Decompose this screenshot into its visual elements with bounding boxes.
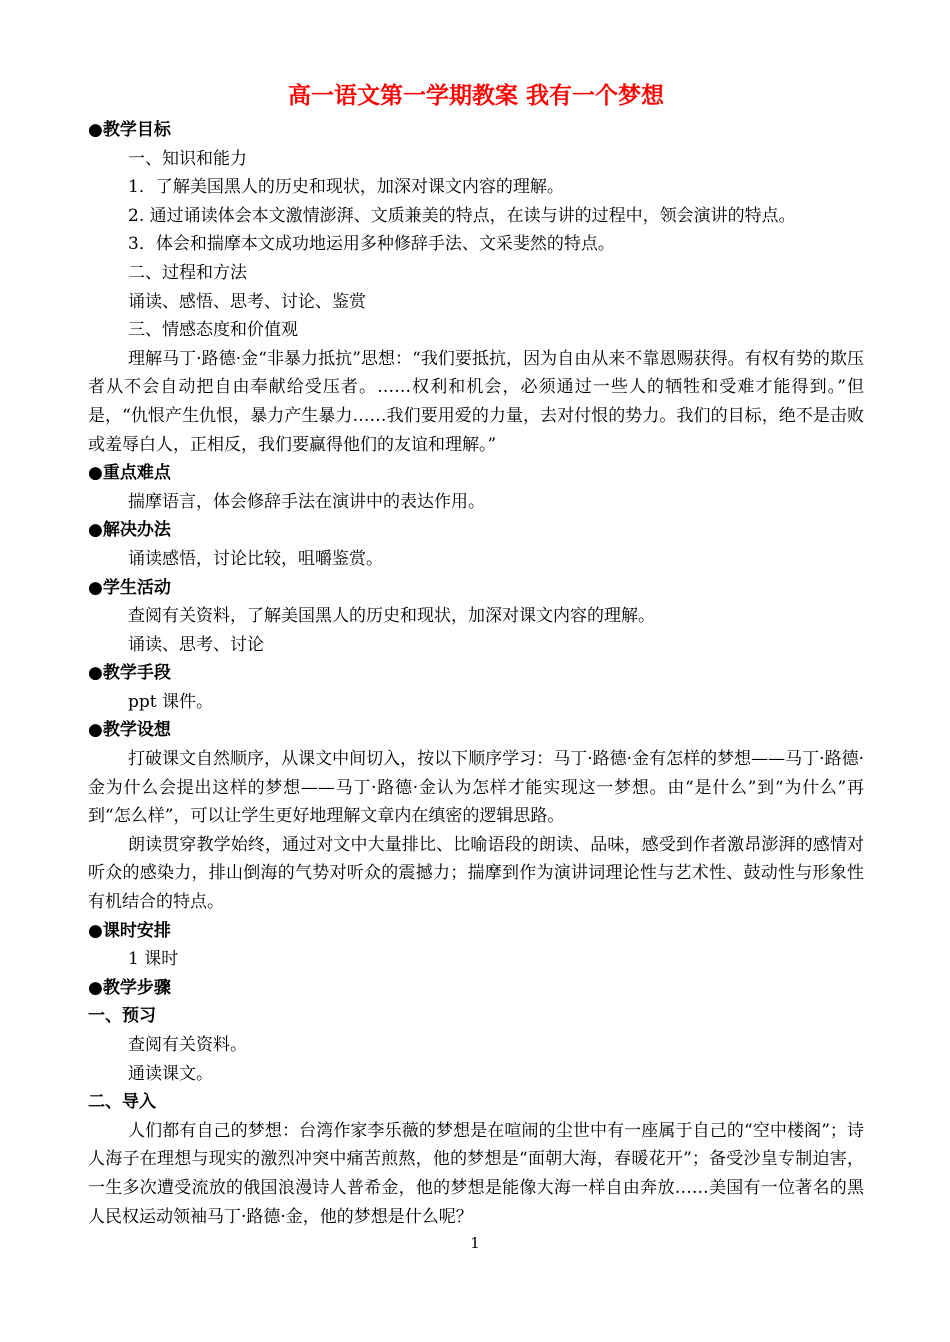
intro-paragraph: 人们都有自己的梦想：台湾作家李乐薇的梦想是在喧闹的尘世中有一座属于自己的“空中楼阁”；诗人海子在理想与现实的激烈冲突中痛苦煎熬，他的梦想是“面朝大海，春暖花开”；备受沙皇专制迫害，一生多次遭受流放的俄国浪漫诗人普希金，他的梦想是能像大海一样自由奔放……美国有一位著名的黑人民权运动领袖马丁·路德·金，他的梦想是什么呢？: [88, 1120, 864, 1227]
section-heading-goals: ●教学目标: [88, 120, 171, 140]
section-heading-design: ●教学设想: [88, 720, 171, 741]
document-body: [88, 82, 864, 1231]
subheading-values: 三、情感态度和价值观: [128, 320, 298, 341]
preview-line-1: 查阅有关资料。: [128, 1035, 247, 1055]
section-heading-key-points: ●重点难点: [88, 463, 171, 484]
design-paragraph-2: 朗读贯穿教学始终，通过对文中大量排比、比喻语段的朗读、品味，感受到作者激昂澎湃的感情对听众的感染力，排山倒海的气势对听众的震撼力；揣摩到作为演讲词理论性与艺术性、鼓动性与形象性有机结合的特点。: [88, 834, 864, 913]
design-paragraph-1: 打破课文自然顺序，从课文中间切入，按以下顺序学习：马丁·路德·金有怎样的梦想——马丁·路德·金为什么会提出这样的梦想——马丁·路德·金认为怎样才能实现这一梦想。由“是什么”到“为什么”再到“怎么样”，可以让学生更好地理解文章内在缜密的逻辑思路。: [88, 749, 864, 827]
page-number: 1: [470, 1234, 480, 1252]
preview-line-2: 通读课文。: [128, 1063, 213, 1084]
solution-text: 诵读感悟，讨论比较，咀嚼鉴赏。: [128, 548, 383, 569]
key-points-text: 揣摩语言，体会修辞手法在演讲中的表达作用。: [128, 491, 485, 512]
goal-item-1: 1．了解美国黑人的历史和现状，加深对课文内容的理解。: [128, 177, 564, 198]
subheading-knowledge: 一、知识和能力: [128, 148, 247, 169]
section-heading-solution: ●解决办法: [88, 520, 171, 541]
methods-text: 诵读、感悟、思考、讨论、鉴赏: [128, 291, 366, 312]
section-heading-schedule: ●课时安排: [88, 920, 171, 941]
values-paragraph: 理解马丁·路德·金“非暴力抵抗”思想：“我们要抵抗，因为自由从来不靠恩赐获得。有权有势的欺压者从不会自动把自由奉献给受压者。……权利和机会，必须通过一些人的牺牲和受难才能得到。”但是，“仇恨产生仇恨，暴力产生暴力……我们要用爱的力量，去对付恨的势力。我们的目标，绝不是击败或羞辱白人，正相反，我们要赢得他们的友谊和理解。”: [88, 348, 864, 455]
subheading-process: 二、过程和方法: [128, 262, 247, 283]
step-heading-intro: 二、导入: [88, 1092, 156, 1113]
means-text: ppt 课件。: [128, 691, 213, 712]
section-heading-activities: ●学生活动: [88, 577, 171, 598]
goal-item-2: 2. 通过诵读体会本文激情澎湃、文质兼美的特点，在读与讲的过程中，领会演讲的特点。: [128, 205, 796, 226]
section-heading-means: ●教学手段: [88, 663, 171, 684]
section-heading-steps: ●教学步骤: [88, 977, 171, 998]
step-heading-preview: 一、预习: [88, 1006, 156, 1027]
page-title: 高一语文第一学期教案 我有一个梦想: [287, 82, 664, 109]
schedule-text: 1 课时: [128, 949, 179, 970]
activities-line-1: 查阅有关资料，了解美国黑人的历史和现状，加深对课文内容的理解。: [128, 606, 655, 627]
goal-item-3: 3．体会和揣摩本文成功地运用多种修辞手法、文采斐然的特点。: [128, 234, 615, 255]
activities-line-2: 诵读、思考、讨论: [128, 634, 264, 655]
